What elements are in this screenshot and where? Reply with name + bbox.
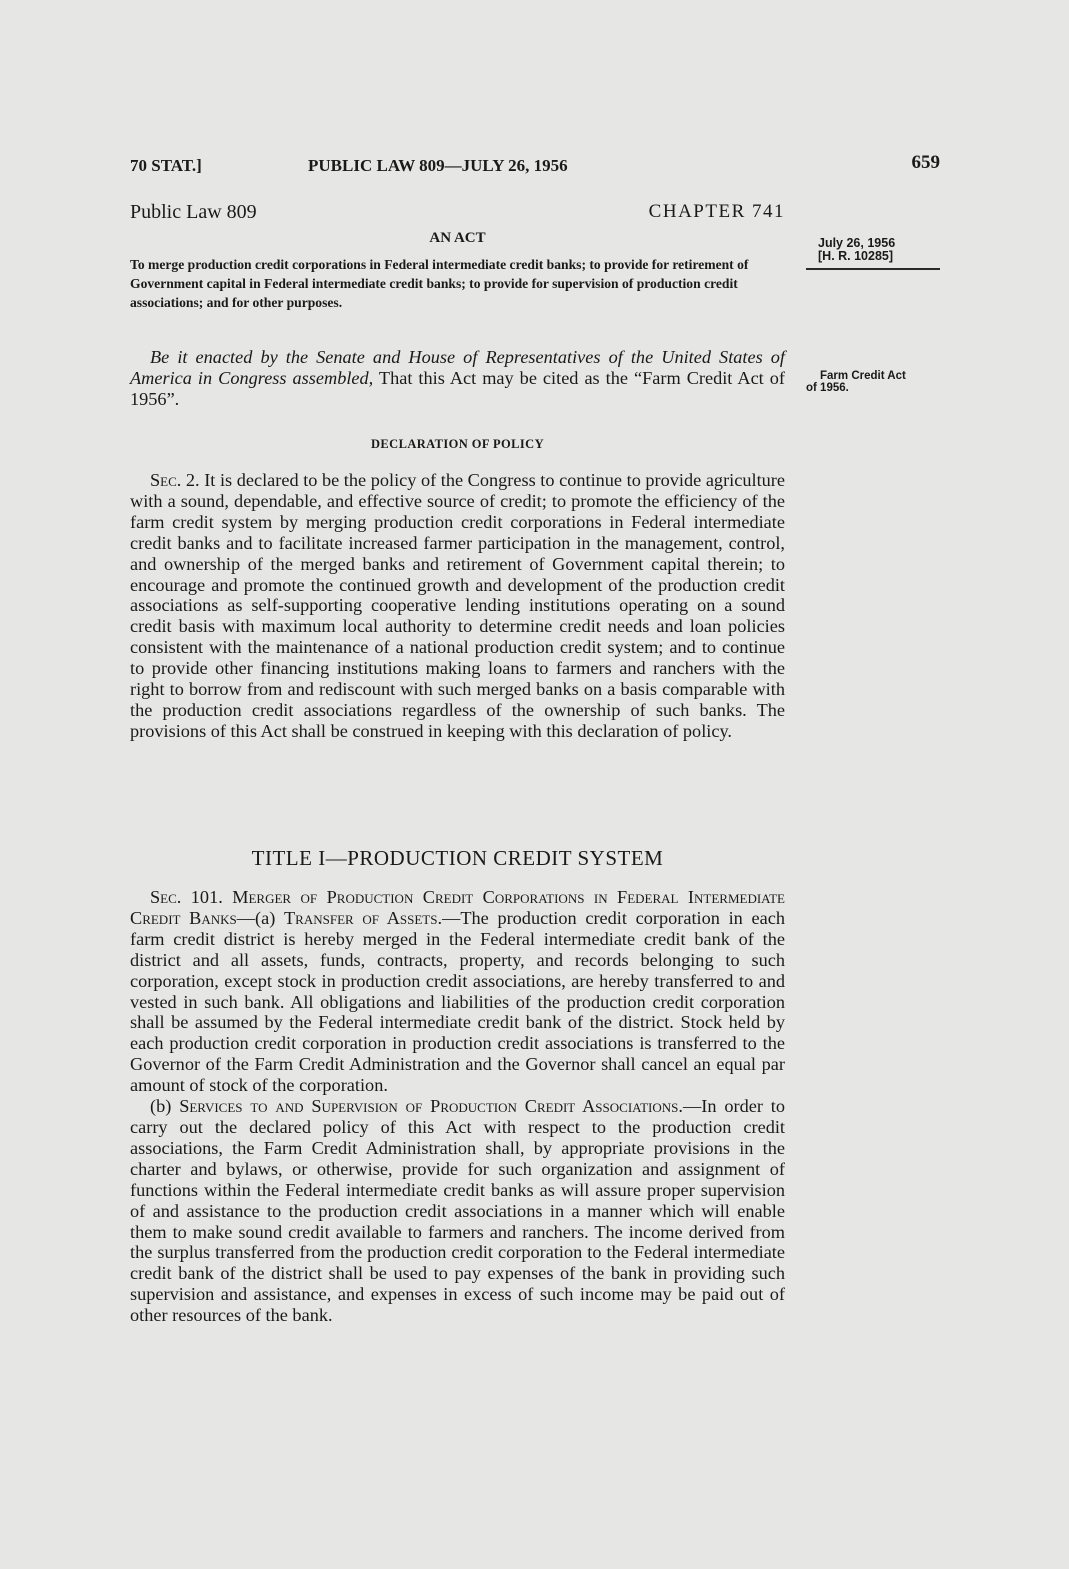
sec101-text-b: —In order to carry out the declared policy of this Act with respect to the production credit associations, the Farm Credit Administration shall, by appropriate provisions in the charter and bylaws, or otherwise, provide for such organization and assignment of functions within the Federal intermediate credit banks as will assure proper supervision of and assistance to the production credit associations in a manner which will enable them to make sound credit available to farmers and ranchers. The income derived from the surplus transferred from the production credit corporation to the Federal intermediate credit bank of the district shall be used to pay expenses of the bank in providing such supervision and assistance, and expenses in excess of such income may be paid out of other resources of the bank. — [130, 1096, 786, 1326]
margin-bill-line: [H. R. 10285] — [818, 249, 894, 263]
margin-rule — [806, 268, 940, 270]
enacting-clause — [130, 347, 785, 410]
declaration-heading: DECLARATION OF POLICY — [371, 437, 544, 451]
page-number: 659 — [911, 152, 940, 173]
law-line — [130, 201, 785, 227]
margin-date — [818, 237, 940, 263]
sec101-caption: Merger of Production Credit Corporations in Federal Intermediate Credit Banks — [130, 887, 785, 928]
enacting-italic: Be it enacted by the Senate and House of Representatives of the United States of America in Congress assembled, — [130, 347, 785, 388]
margin-note-line1: Farm Credit Act — [820, 370, 906, 382]
sec101-sub-a: —(a) — [236, 907, 285, 928]
act-purpose: To merge production credit corporations in Federal intermediate credit banks; to provide for retirement of Government capital in Federal intermediate credit banks; to provide for supervision of production credit associations; and for other purposes. — [130, 257, 749, 310]
sec2-text: It is declared to be the policy of the Congress to continue to provide agriculture with a sound, dependable, and effective source of credit; to promote the efficiency of the farm credit system by merging production credit corporations in Federal intermediate credit banks and to facilitate increased farmer participation in the management, control, and ownership of the merged banks and retirement of Government capital therein; to encourage and promote the continued growth and development of the production credit associations as self-supporting cooperative lending institutions operating on a sound credit basis with maximum local authority to determine credit needs and loan policies consistent with the maintenance of a national production credit system; and to continue to provide other financing institutions making loans to farmers and ranchers with the right to borrow from and rediscount with such merged banks on a basis comparable with the production credit associations regardless of the ownership of such banks. The provisions of this Act shall be construed in keeping with this declaration of policy. — [130, 470, 785, 741]
margin-note-farm-credit-act — [806, 370, 942, 394]
chapter-number: CHAPTER 741 — [648, 201, 785, 222]
section-2 — [130, 470, 785, 742]
margin-date-line: July 26, 1956 — [818, 236, 896, 250]
enacting-rest: That this Act may be cited as the “Farm Credit Act of 1956”. — [130, 367, 785, 409]
header-volume: 70 STAT.] — [130, 156, 202, 175]
public-law-number: Public Law 809 — [130, 201, 257, 223]
margin-note-line2: of 1956. — [806, 382, 849, 394]
sec101-text-a: —The production credit corporation in each farm credit district is hereby merged in the Federal intermediate credit bank of the district and all assets, funds, contracts, property, and records belonging to such corporation, except stock in production credit associations, are hereby transferred to and vested in such bank. All obligations and liabilities of the production credit corporation shall be assumed by the Federal intermediate credit bank of the district. Stock held by each production credit corporation in production credit associations is transferred to the Governor of the Farm Credit Administration and the Governor shall cancel an equal par amount of stock of the corporation. — [130, 907, 785, 1096]
title-1-heading: TITLE I—PRODUCTION CREDIT SYSTEM — [251, 846, 664, 870]
sec2-label: Sec. 2. — [150, 470, 200, 490]
running-header — [130, 152, 940, 182]
section-101 — [130, 887, 785, 1326]
an-act-heading: AN ACT — [429, 230, 486, 246]
sec101-sub-a-caption: Transfer of Assets. — [284, 907, 443, 928]
sec101-sub-b: (b) — [150, 1096, 180, 1117]
sec101-label: Sec. 101. — [150, 887, 223, 907]
sec101-sub-b-caption: Services to and Supervision of Production Credit Associations. — [179, 1096, 683, 1117]
header-title: PUBLIC LAW 809—JULY 26, 1956 — [308, 156, 568, 175]
